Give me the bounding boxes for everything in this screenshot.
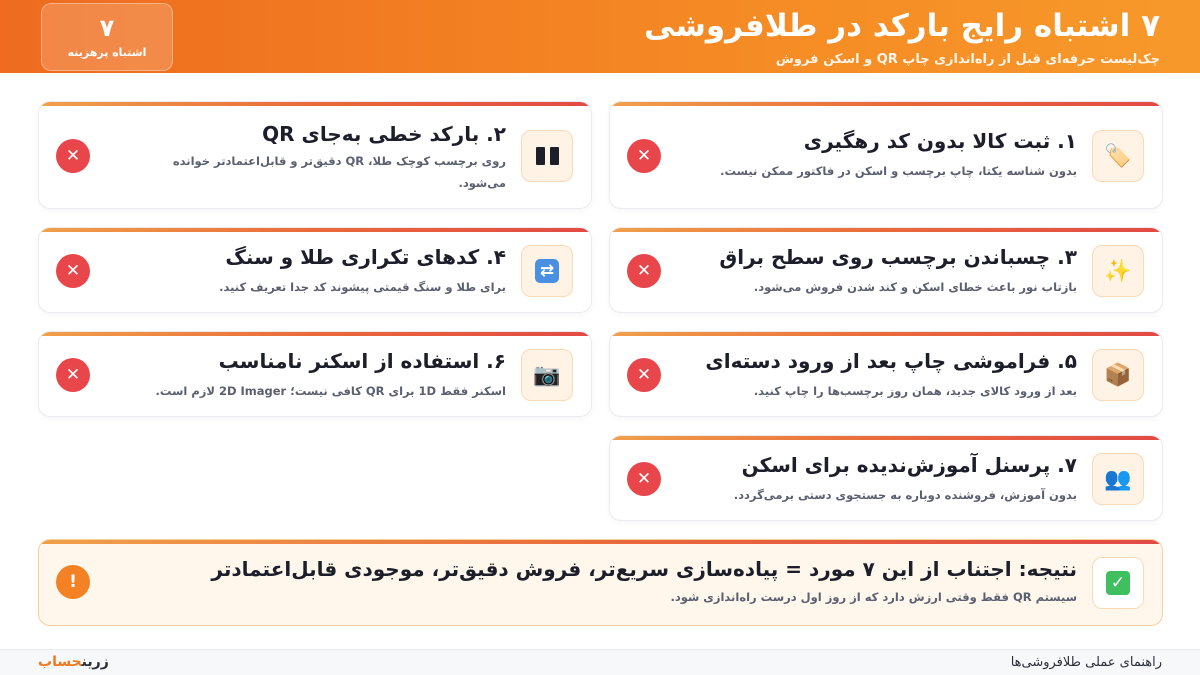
mistake-card-7 — [609, 435, 1163, 521]
mistake-card-2 — [38, 101, 592, 209]
header-banner — [0, 0, 1200, 73]
warning-icon: ! — [56, 565, 90, 599]
repeat-icon: ⇄ — [521, 245, 573, 297]
mistake-title: ۴. کدهای تکراری طلا و سنگ — [225, 245, 506, 269]
tag-icon: 🏷️ — [1092, 130, 1144, 182]
mistake-desc: بدون آموزش، فروشنده دوباره به جستجوی دستی برمی‌گردد. — [733, 488, 1077, 502]
sparkles-icon: ✨ — [1092, 245, 1144, 297]
mistake-card-3 — [609, 227, 1163, 313]
mistake-desc: برای طلا و سنگ قیمتی پیشوند کد جدا تعریف کنید. — [219, 280, 506, 294]
mistake-desc: بدون شناسه یکتا، چاپ برچسب و اسکن در فاکتور ممکن نیست. — [720, 164, 1077, 178]
error-x-icon: ✕ — [56, 358, 90, 392]
mistake-title: ۱. ثبت کالا بدون کد رهگیری — [803, 129, 1077, 153]
mistake-card-1 — [609, 101, 1163, 209]
mistake-card-6 — [38, 331, 592, 417]
mistake-desc: بازتاب نور باعث خطای اسکن و کند شدن فروش می‌شود. — [753, 280, 1077, 294]
error-x-icon: ✕ — [627, 462, 661, 496]
footer-guide-text: راهنمای عملی طلافروشی‌ها — [1010, 655, 1162, 670]
barcode-icon — [521, 130, 573, 182]
mistake-desc: بعد از ورود کالای جدید، همان روز برچسب‌ها را چاپ کنید. — [753, 384, 1077, 398]
mistake-title: ۳. چسباندن برچسب روی سطح براق — [719, 245, 1077, 269]
mistake-card-4 — [38, 227, 592, 313]
mistake-desc: روی برچسب کوچک طلا، QR دقیق‌تر و قابل‌اعتمادتر خوانده می‌شود. — [172, 154, 506, 190]
people-icon: 👥 — [1092, 453, 1144, 505]
package-icon: 📦 — [1092, 349, 1144, 401]
error-x-icon: ✕ — [627, 139, 661, 173]
mistake-desc: اسکنر فقط 1D برای QR کافی نیست؛ 2D Imager لازم است. — [155, 384, 506, 398]
error-x-icon: ✕ — [56, 139, 90, 173]
mistake-count-badge — [41, 3, 173, 71]
conclusion-box — [38, 539, 1163, 626]
camera-icon: 📷 — [521, 349, 573, 401]
error-x-icon: ✕ — [627, 358, 661, 392]
check-icon: ✓ — [1092, 557, 1144, 609]
page-title: ۷ اشتباه رایج بارکد در طلافروشی — [644, 8, 1160, 44]
page-subtitle: چک‌لیست حرفه‌ای قبل از راه‌اندازی چاپ QR و اسکن فروش — [775, 52, 1160, 67]
conclusion-desc: سیستم QR فقط وقتی ارزش دارد که از روز اول درست راه‌اندازی شود. — [670, 590, 1077, 604]
mistake-title: ۶. استفاده از اسکنر نامناسب — [218, 349, 506, 373]
conclusion-title: نتیجه: اجتناب از این ۷ مورد = پیاده‌سازی سریع‌تر، فروش دقیق‌تر، موجودی قابل‌اعتمادتر — [211, 557, 1077, 581]
error-x-icon: ✕ — [56, 254, 90, 288]
footer — [0, 649, 1200, 675]
mistake-card-5 — [609, 331, 1163, 417]
error-x-icon: ✕ — [627, 254, 661, 288]
badge-label: اشتباه پرهزینه — [67, 46, 147, 59]
mistake-title: ۲. بارکد خطی به‌جای QR — [262, 122, 506, 146]
badge-number: ۷ — [99, 14, 115, 42]
brand-logo: زرینحساب — [38, 654, 109, 670]
mistake-title: ۷. پرسنل آموزش‌ندیده برای اسکن — [741, 453, 1077, 477]
mistake-title: ۵. فراموشی چاپ بعد از ورود دسته‌ای — [705, 349, 1077, 373]
